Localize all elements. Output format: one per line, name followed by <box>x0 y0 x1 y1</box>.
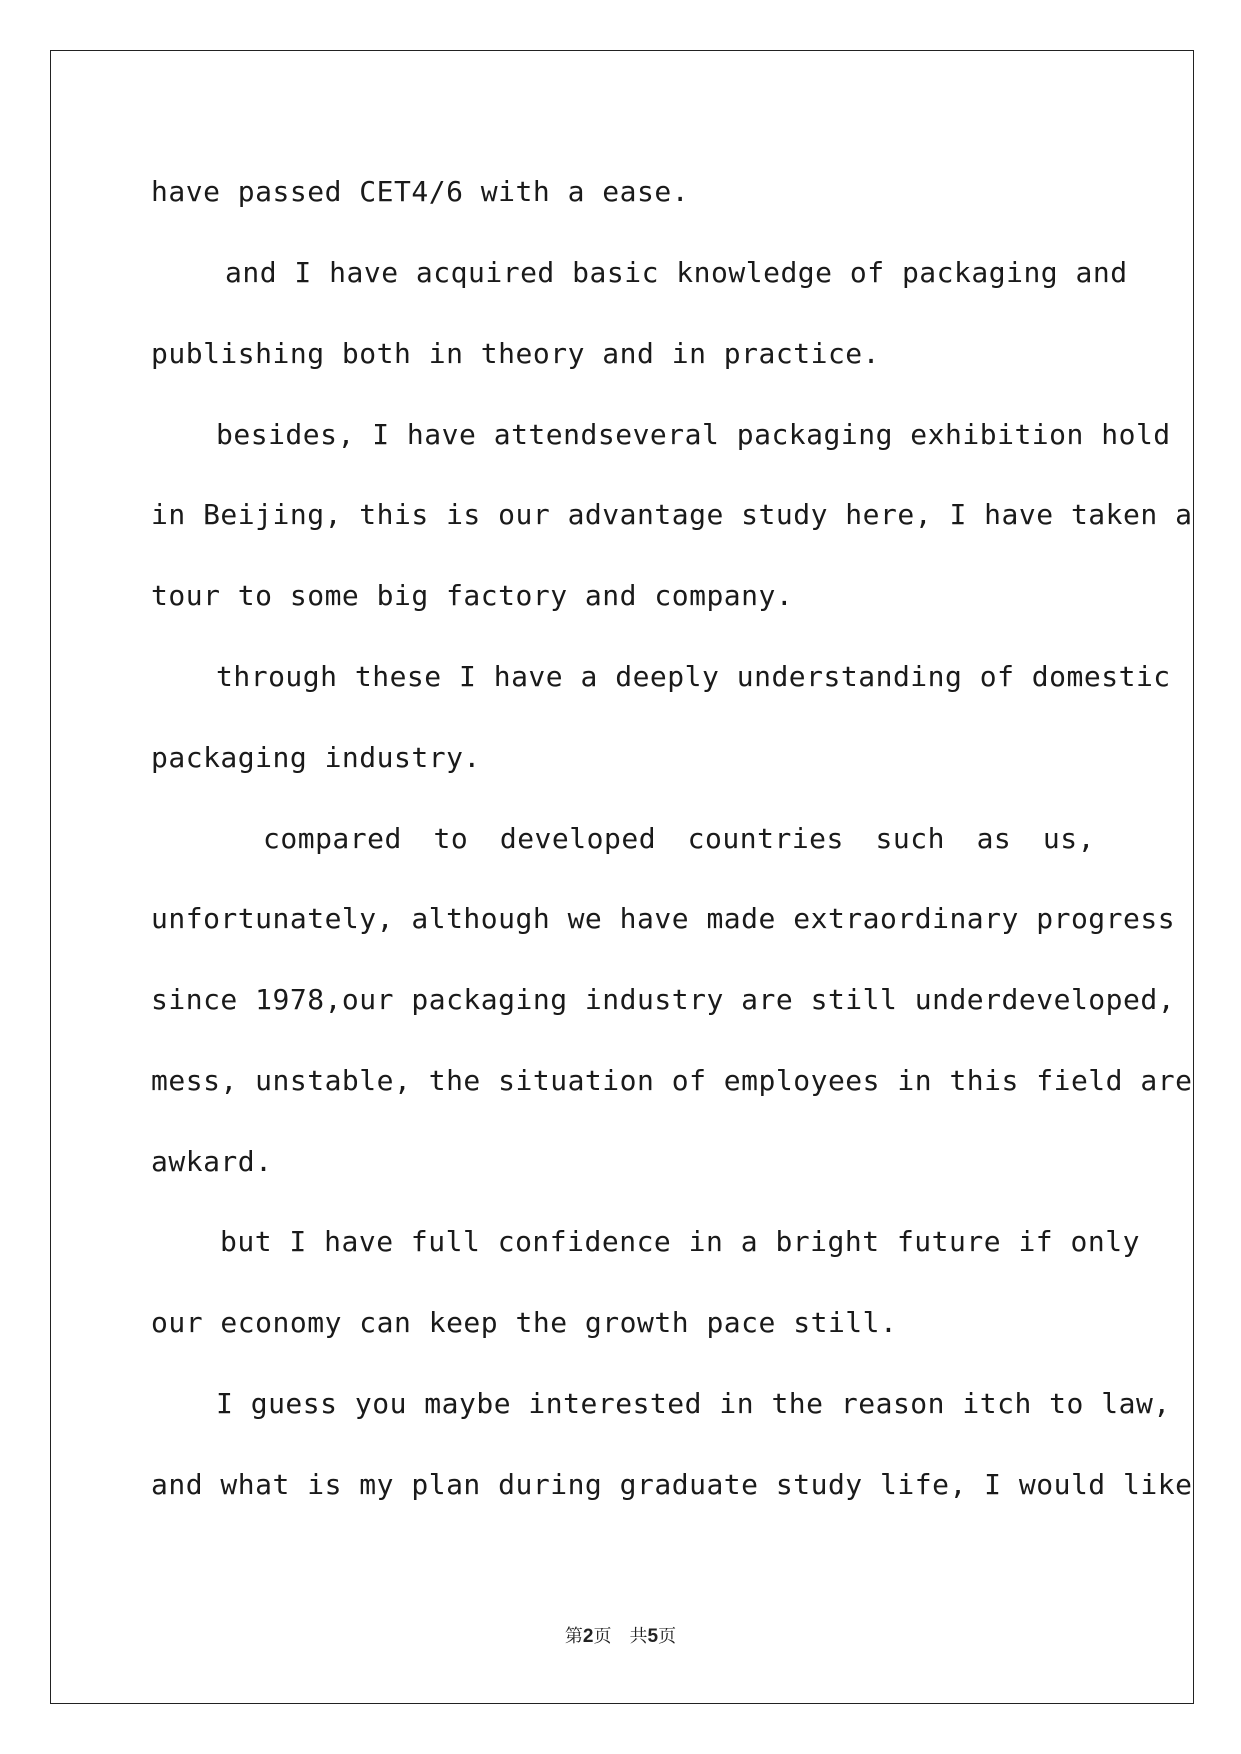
page-footer <box>0 1622 1241 1648</box>
text-line: tour to some big factory and company. <box>151 579 794 612</box>
text-line: packaging industry. <box>151 741 481 774</box>
text-line: publishing both in theory and in practice. <box>151 337 881 370</box>
text-line: and what is my plan during graduate study life, I would like <box>151 1468 1193 1501</box>
text-line: unfortunately, although we have made extraordinary progress <box>151 902 1176 935</box>
page-border <box>50 50 1194 1704</box>
text-line: compared to developed countries such as us, <box>263 822 1095 855</box>
text-line: in Beijing, this is our advantage study here, I have taken a <box>151 498 1193 531</box>
text-line: mess, unstable, the situation of employees in this field are <box>151 1064 1193 1097</box>
text-line: and I have acquired basic knowledge of packaging and <box>225 256 1128 289</box>
total-page-number: 5 <box>647 1626 659 1647</box>
text-line: I guess you maybe interested in the reason itch to law, <box>216 1387 1171 1420</box>
text-line: awkard. <box>151 1145 273 1178</box>
text-line: our economy can keep the growth pace still. <box>151 1306 898 1339</box>
text-line: through these I have a deeply understanding of domestic <box>216 660 1171 693</box>
text-line: but I have full confidence in a bright future if only <box>220 1225 1140 1258</box>
page-suffix: 页 <box>593 1626 612 1647</box>
text-line: since 1978,our packaging industry are still underdeveloped, <box>151 983 1176 1016</box>
text-line: besides, I have attendseveral packaging exhibition hold <box>216 418 1171 451</box>
page-prefix: 第 <box>564 1626 583 1647</box>
total-suffix: 页 <box>658 1626 677 1647</box>
current-page-number: 2 <box>582 1626 594 1647</box>
text-line: have passed CET4/6 with a ease. <box>151 175 690 208</box>
total-prefix: 共 <box>629 1626 648 1647</box>
